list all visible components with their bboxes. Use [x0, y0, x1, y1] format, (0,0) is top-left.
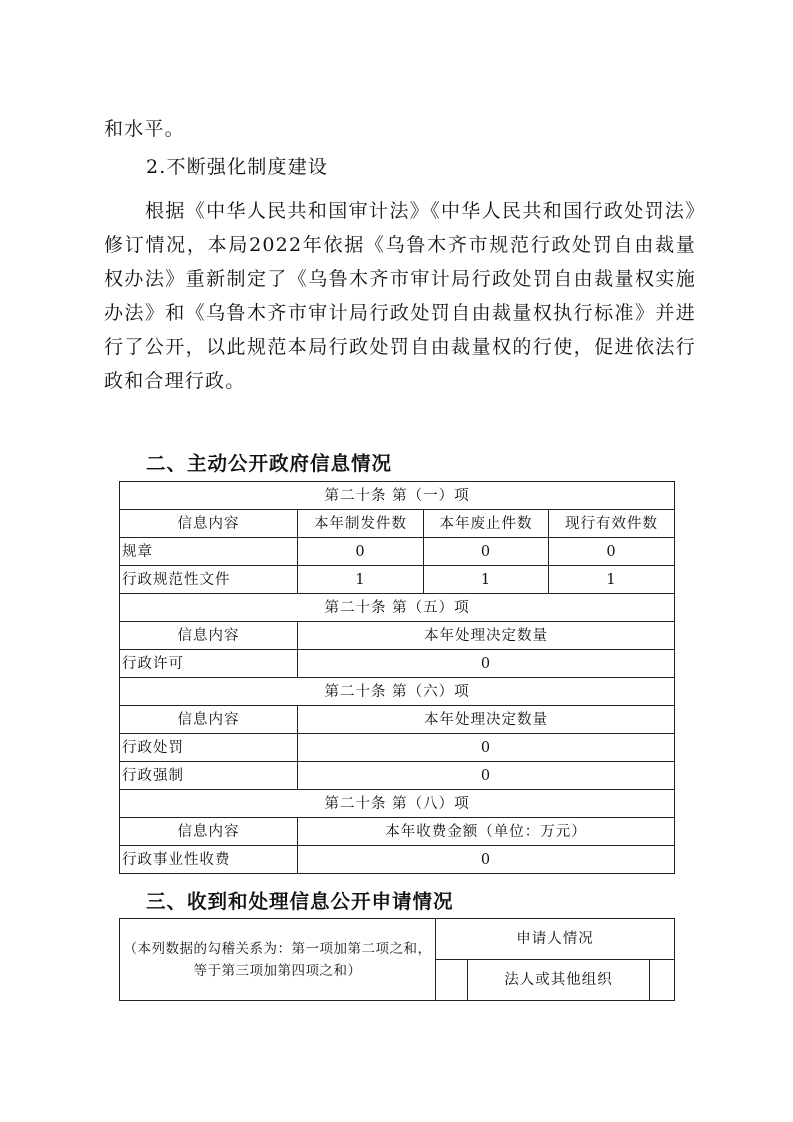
article-1-header: 第二十条 第（一）项 [120, 482, 675, 510]
blank-cell [436, 960, 468, 1001]
application-handling-table [119, 918, 675, 1001]
cell-value: 1 [549, 566, 675, 594]
col-decisions-header: 本年处理决定数量 [298, 706, 675, 734]
article-8-header: 第二十条 第（八）项 [120, 790, 675, 818]
col-abolished-header: 本年废止件数 [424, 510, 549, 538]
article-6-header: 第二十条 第（六）项 [120, 678, 675, 706]
col-issued-header: 本年制发件数 [298, 510, 424, 538]
row-label: 行政处罚 [120, 734, 298, 762]
article-5-header: 第二十条 第（五）项 [120, 594, 675, 622]
col-fees-header: 本年收费金额（单位：万元） [298, 818, 675, 846]
cell-value: 0 [298, 538, 424, 566]
row-label: 行政强制 [120, 762, 298, 790]
cell-value: 0 [298, 846, 675, 874]
row-label: 规章 [120, 538, 298, 566]
cell-value: 0 [298, 762, 675, 790]
table-row [120, 650, 675, 678]
col-content-header: 信息内容 [120, 510, 298, 538]
col-content-header: 信息内容 [120, 818, 298, 846]
proactive-disclosure-table [119, 481, 675, 874]
table-row [120, 762, 675, 790]
body-line-1: 和水平。 [104, 118, 185, 140]
cell-value: 1 [298, 566, 424, 594]
cell-value: 0 [298, 650, 675, 678]
blank-cell [650, 960, 675, 1001]
legal-person-header: 法人或其他组织 [468, 960, 650, 1001]
applicant-header: 申请人情况 [436, 919, 675, 960]
table-row [120, 734, 675, 762]
table-row [120, 846, 675, 874]
section3-heading: 三、收到和处理信息公开申请情况 [146, 890, 454, 913]
cell-value: 0 [298, 734, 675, 762]
row-label: 行政许可 [120, 650, 298, 678]
table-row [120, 538, 675, 566]
table-row [120, 566, 675, 594]
body-paragraph: 根据《中华人民共和国审计法》《中华人民共和国行政处罚法》修订情况，本局2022年依据《乌鲁木齐市规范行政处罚自由裁量权办法》重新制定了《乌鲁木齐市审计局行政处罚自由裁量权实施办法》和《乌鲁木齐市审计局行政处罚自由裁量权执行标准》并进行了公开，以此规范本局行政处罚自由裁量权的行使，促进依法行政和合理行政。 [104, 200, 696, 392]
col-content-header: 信息内容 [120, 622, 298, 650]
col-content-header: 信息内容 [120, 706, 298, 734]
cell-value: 0 [549, 538, 675, 566]
row-label: 行政规范性文件 [120, 566, 298, 594]
cell-value: 1 [424, 566, 549, 594]
cell-value: 0 [424, 538, 549, 566]
section2-heading: 二、主动公开政府信息情况 [146, 452, 393, 475]
col-decisions-header: 本年处理决定数量 [298, 622, 675, 650]
reconciliation-note: （本列数据的勾稽关系为：第一项加第二项之和，等于第三项加第四项之和） [120, 919, 436, 1001]
row-label: 行政事业性收费 [120, 846, 298, 874]
col-valid-header: 现行有效件数 [549, 510, 675, 538]
subheading-institutional-building: 2.不断强化制度建设 [146, 156, 329, 178]
